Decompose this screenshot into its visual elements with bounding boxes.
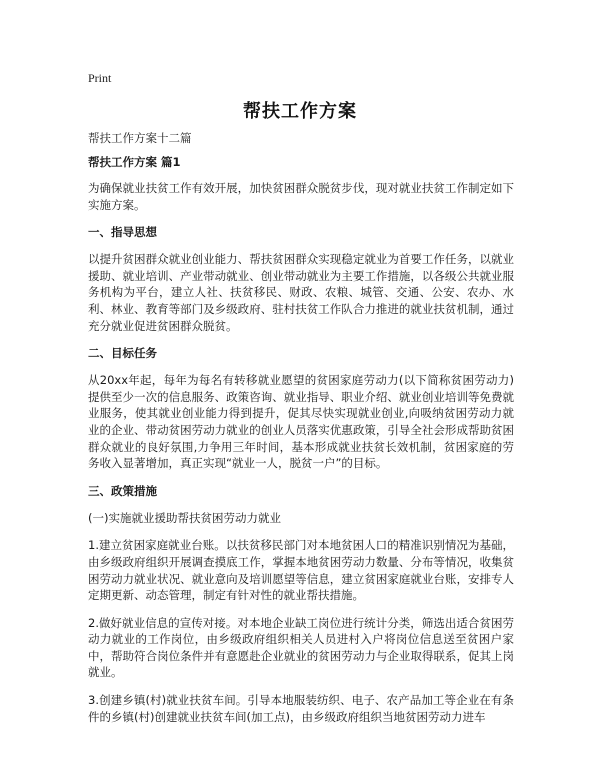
paragraph-guiding-thought: 以提升贫困群众就业创业能力、帮扶贫困群众实现稳定就业为首要工作任务，以就业援助、就业培训、产业带动就业、创业带动就业为主要工作措施，以各级公共就业服务机构为平台，建立人社、扶贫移民、财政、农粮、城管、交通、公安、农办、水利、林业、教育等部门及乡级政府、驻村扶贫工作队合力推进的就业扶贫机制，通过充分就业促进贫困群众脱贫。 bbox=[88, 252, 514, 333]
sub-heading-employment-assistance: (一)实施就业援助帮扶贫困劳动力就业 bbox=[88, 510, 281, 525]
list-item: 3.创建乡镇(村)就业扶贫车间。引导本地服装纺织、电子、农产品加工等企业在有条件的乡镇(村)创建就业扶贫车间(加工点)，由乡级政府组织当地贫困劳动力进车 bbox=[88, 693, 514, 724]
document-body bbox=[88, 130, 514, 736]
paragraph-goals: 从20xx年起，每年为每名有转移就业愿望的贫困家庭劳动力(以下简称贫困劳动力)提供至少一次的信息服务、政策咨询、就业指导、职业介绍、就业创业培训等免费就业服务，使其就业创业能力得到提升，促其尽快实现就业创业,向吸纳贫困劳动力就业的企业、带动贫困劳动力就业的创业人员落实优惠政策，引导全社会形成帮助贫困群众就业的良好氛围,力争用三年时间，基本形成就业扶贫长效机制，贫困家庭的劳务收入显著增加，真正实现“就业一人，脱贫一户”的目标。 bbox=[88, 373, 514, 471]
intro-paragraph: 为确保就业扶贫工作有效开展，加快贫困群众脱贫步伐，现对就业扶贫工作制定如下实施方案。 bbox=[88, 181, 514, 212]
print-link[interactable]: Print bbox=[88, 71, 112, 85]
page-title: 帮扶工作方案 bbox=[243, 101, 357, 122]
heading-goals: 二、目标任务 bbox=[88, 346, 157, 361]
list-item: 2.做好就业信息的宣传对接。对本地企业缺工岗位进行统计分类，筛选出适合贫困劳动力就业的工作岗位，由乡级政府组织相关人员进村入户将岗位信息送至贫困户家中，帮助符合岗位条件并有意愿赴企业就业的贫困劳动力与企业取得联系，促其上岗就业。 bbox=[88, 615, 514, 680]
document-subtitle: 帮扶工作方案十二篇 bbox=[88, 131, 192, 145]
heading-policy-measures: 三、政策措施 bbox=[88, 483, 157, 498]
heading-guiding-thought: 一、指导思想 bbox=[88, 225, 157, 240]
section-title: 帮扶工作方案 篇1 bbox=[88, 155, 181, 169]
list-item: 1.建立贫困家庭就业台账。以扶贫移民部门对本地贫困人口的精准识别情况为基础，由乡级政府组织开展调查摸底工作，掌握本地贫困劳动力数量、分布等情况，收集贫困劳动力就业状况、就业意向及培训愿望等信息，建立贫困家庭就业台账，安排专人定期更新、动态管理，制定有针对性的就业帮扶措施。 bbox=[88, 538, 514, 603]
